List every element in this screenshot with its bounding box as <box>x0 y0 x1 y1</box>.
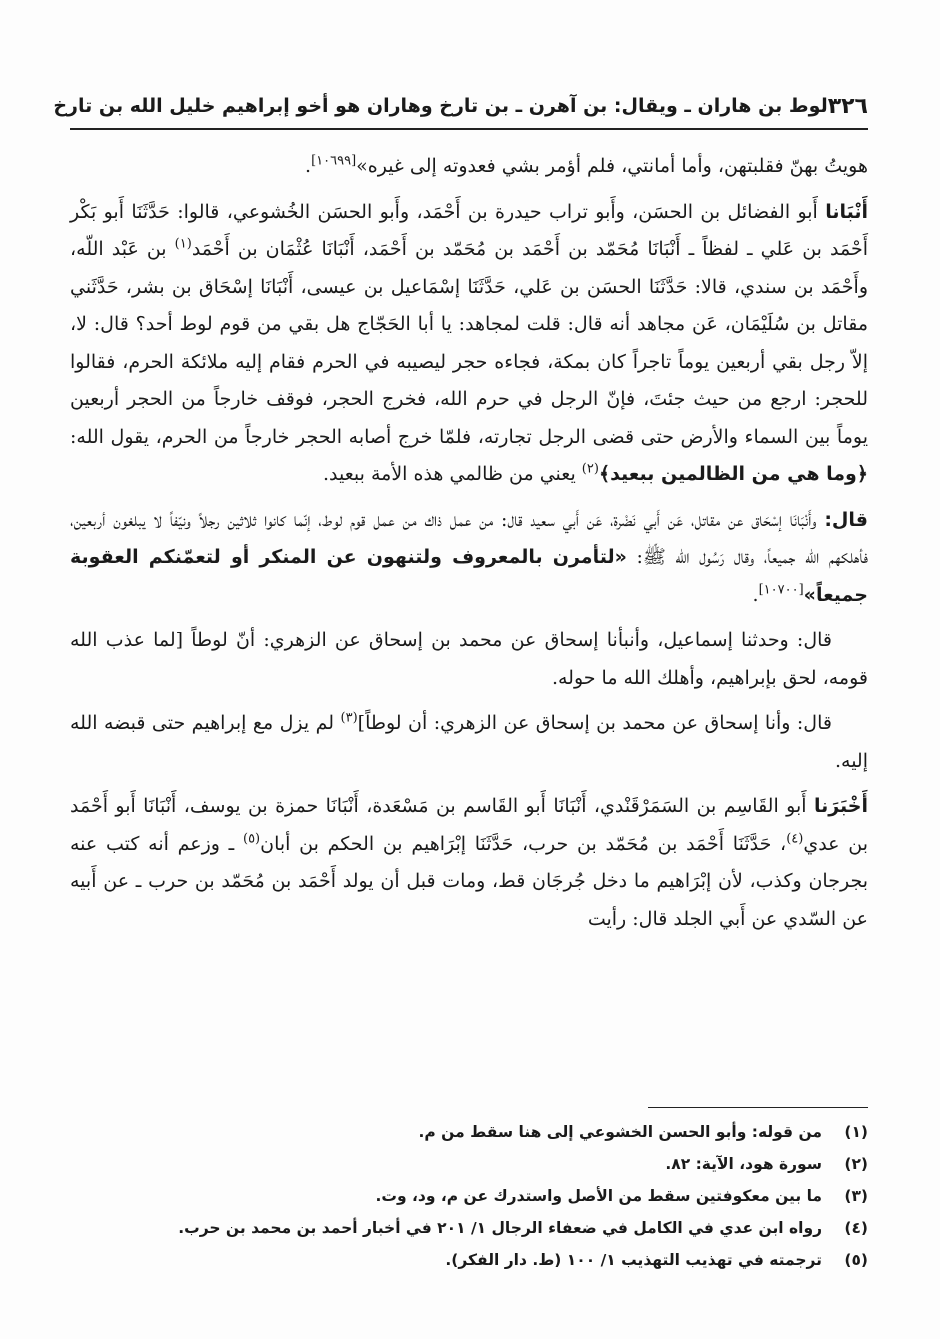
text-run: قال: وحدثنا إسماعيل، وأنبأنا إسحاق عن محمد بن إسحاق عن الزهري: أنّ لوطاً [لما عذب الله قومه، لحق بإبراهيم، وأهلك الله ما حوله. <box>70 629 868 689</box>
footnote-marker: (٢) <box>581 461 599 477</box>
paragraph <box>70 705 868 780</box>
footnote-marker: (١) <box>174 236 192 252</box>
text-run: أَبو القَاسِم بن السَمَرْقَنْدي، أَنْبَانَا أَبو القَاسم بن مَسْعَدة، أَنْبَانَا حمزة بن يوسف، أَنْبَانَا أَبو أَحْمَد بن عدي <box>70 795 868 855</box>
footnote-number: (٣) <box>844 1187 868 1205</box>
paragraph-lead-word: قال: <box>824 508 868 531</box>
text-run: ، حَدَّثَنَا أَحْمَد بن مُحَمّد بن حرب، حَدَّثَنَا إبْرَاهيم بن الحكم بن أبان <box>260 832 787 855</box>
footnote-number: (٢) <box>844 1155 868 1173</box>
hadith-number: [١٠٦٩٩] <box>311 153 357 169</box>
footnote-number: (١) <box>844 1123 868 1141</box>
text-run: . <box>752 583 759 606</box>
footnotes <box>72 1116 868 1276</box>
footnote-marker: (٥) <box>242 831 261 847</box>
quoted-text: «لتأمرن بالمعروف ولتنهون عن المنكر أو لتعمّنكم العقوبة جميعاً» <box>70 546 868 606</box>
text-run: ـ وزعم أنه كتب عنه بجرجان وكذب، لأن إبْرَاهيم ما دخل جُرجَان قط، ومات قبل أن يولد أَحْمَد بن مُحَمّد بن حرب ـ عن أَبيه عن السّدي عن أَبي الجلد قال: رأيت <box>70 832 868 930</box>
quoted-text: ﴿وما هي من الظالمين ببعيد﴾ <box>598 463 868 485</box>
text-run: . <box>305 155 312 177</box>
text-run: لم يزل مع إبراهيم حتى قبضه الله إليه. <box>70 712 868 772</box>
footnote <box>72 1148 868 1180</box>
paragraph <box>70 194 868 494</box>
paragraph-lead-word: أَنْبَانا <box>825 200 868 223</box>
footnote-text: من قوله: وأبو الحسن الخشوعي إلى هنا سقط من م. <box>418 1123 822 1141</box>
page-number: ٣٢٦ <box>827 93 868 119</box>
paragraph <box>70 148 868 186</box>
running-title: لوط بن هاران ـ ويقال: بن آهرن ـ بن تارخ وهاران هو أخو إبراهيم خليل الله بن تارخ <box>53 95 828 117</box>
footnote <box>72 1244 868 1276</box>
hadith-number: [١٠٧٠٠] <box>758 582 804 598</box>
text-run: أَبو الفضائل بن الحسَن، وأَبو تراب حيدرة بن أَحْمَد، وأَبو الحسَن الخُشوعي، قالوا: حَدَّثَنَا أَبو بَكْر أَحْمَد بن عَلي ـ لفظاً ـ أَنْبَانَا مُحَمّد بن أَحْمَد بن مُحَمّد بن أَحْمَد، أَنْبَانَا عُثْمَان بن أَحْمَد <box>70 200 868 260</box>
footnote-number: (٥) <box>844 1251 868 1269</box>
text-run: قال: وأنا إسحاق عن محمد بن إسحاق عن الزهري: أن لوطاً] <box>357 712 832 734</box>
footnote-marker: (٣) <box>340 710 358 726</box>
paragraph <box>70 622 868 697</box>
footnote <box>72 1180 868 1212</box>
footnote-divider <box>648 1107 868 1108</box>
footnote-text: ما بين معكوفتين سقط من الأصل واستدرك عن م، ود، وت. <box>375 1187 822 1205</box>
main-text <box>70 148 868 946</box>
footnote-text: سورة هود، الآية: ٨٢. <box>665 1155 822 1173</box>
paragraph-lead-word: أَخْبَرَنا <box>813 795 868 817</box>
text-run: بن عَبْد اللّه، وأَحْمَد بن سندي، قالا: حَدَّثَنَا الحسَن بن عَلي، حَدَّثَنَا إسْمَاعيل بن عيسى، أَنْبَانَا إسْحَاق بن بشر، حَدَّثَني مقاتل بن سُلَيْمَان، عَن مجاهد أنه قال: قلت لمجاهد: يا أبا الحَجّاج هل بقي من قوم لوط أحد؟ قال: لا، إلاّ رجل بقي أربعين يوماً تاجراً كان بمكة، فجاءه حجر ليصيبه في الحرم فقام إليه ملائكة الحرم، فقالوا للحجر: ارجع من حيث جئتَ، فإنّ الرجل في حرم الله، فخرج الحجر، فوقف خارجاً من الحجر أربعين يوماً بين السماء والأرض حتى قضى الرجل تجارته، فلمّا خرج أصابه الحجر خارجاً من الحرم، يقول الله: <box>70 238 868 448</box>
text-run: يعني من ظالمي هذه الأمة ببعيد. <box>323 463 582 485</box>
footnote-text: رواه ابن عدي في الكامل في ضعفاء الرجال ١/ ٢٠١ في أخبار أحمد بن محمد بن حرب. <box>178 1219 822 1237</box>
footnote <box>72 1116 868 1148</box>
text-run: وأَنْبَانَا إسْحَاق عن مقاتل، عَن أَبي نَضْرة، عَن أَبي سعيد قال: من عمل ذاك من عمل قوم لوط، إنّما كانوا ثلاثين رجلاً ونيّفاً لا يبلغون أربعين، فأهلكهم الله جميعاً، وقال رَسُول الله ﷺ: <box>70 508 868 568</box>
paragraph <box>70 502 868 615</box>
footnote <box>72 1212 868 1244</box>
paragraph <box>70 788 868 938</box>
footnote-marker: (٤) <box>786 831 804 847</box>
running-header <box>53 84 868 130</box>
footnote-text: ترجمته في تهذيب التهذيب ١/ ١٠٠ (ط. دار الفكر). <box>445 1251 822 1269</box>
footnote-number: (٤) <box>844 1219 868 1237</box>
text-run: هويتُ بهنّ فقلبتهن، وأما أمانتي، فلم أؤمر بشي فعدوته إلى غيره» <box>356 155 868 177</box>
